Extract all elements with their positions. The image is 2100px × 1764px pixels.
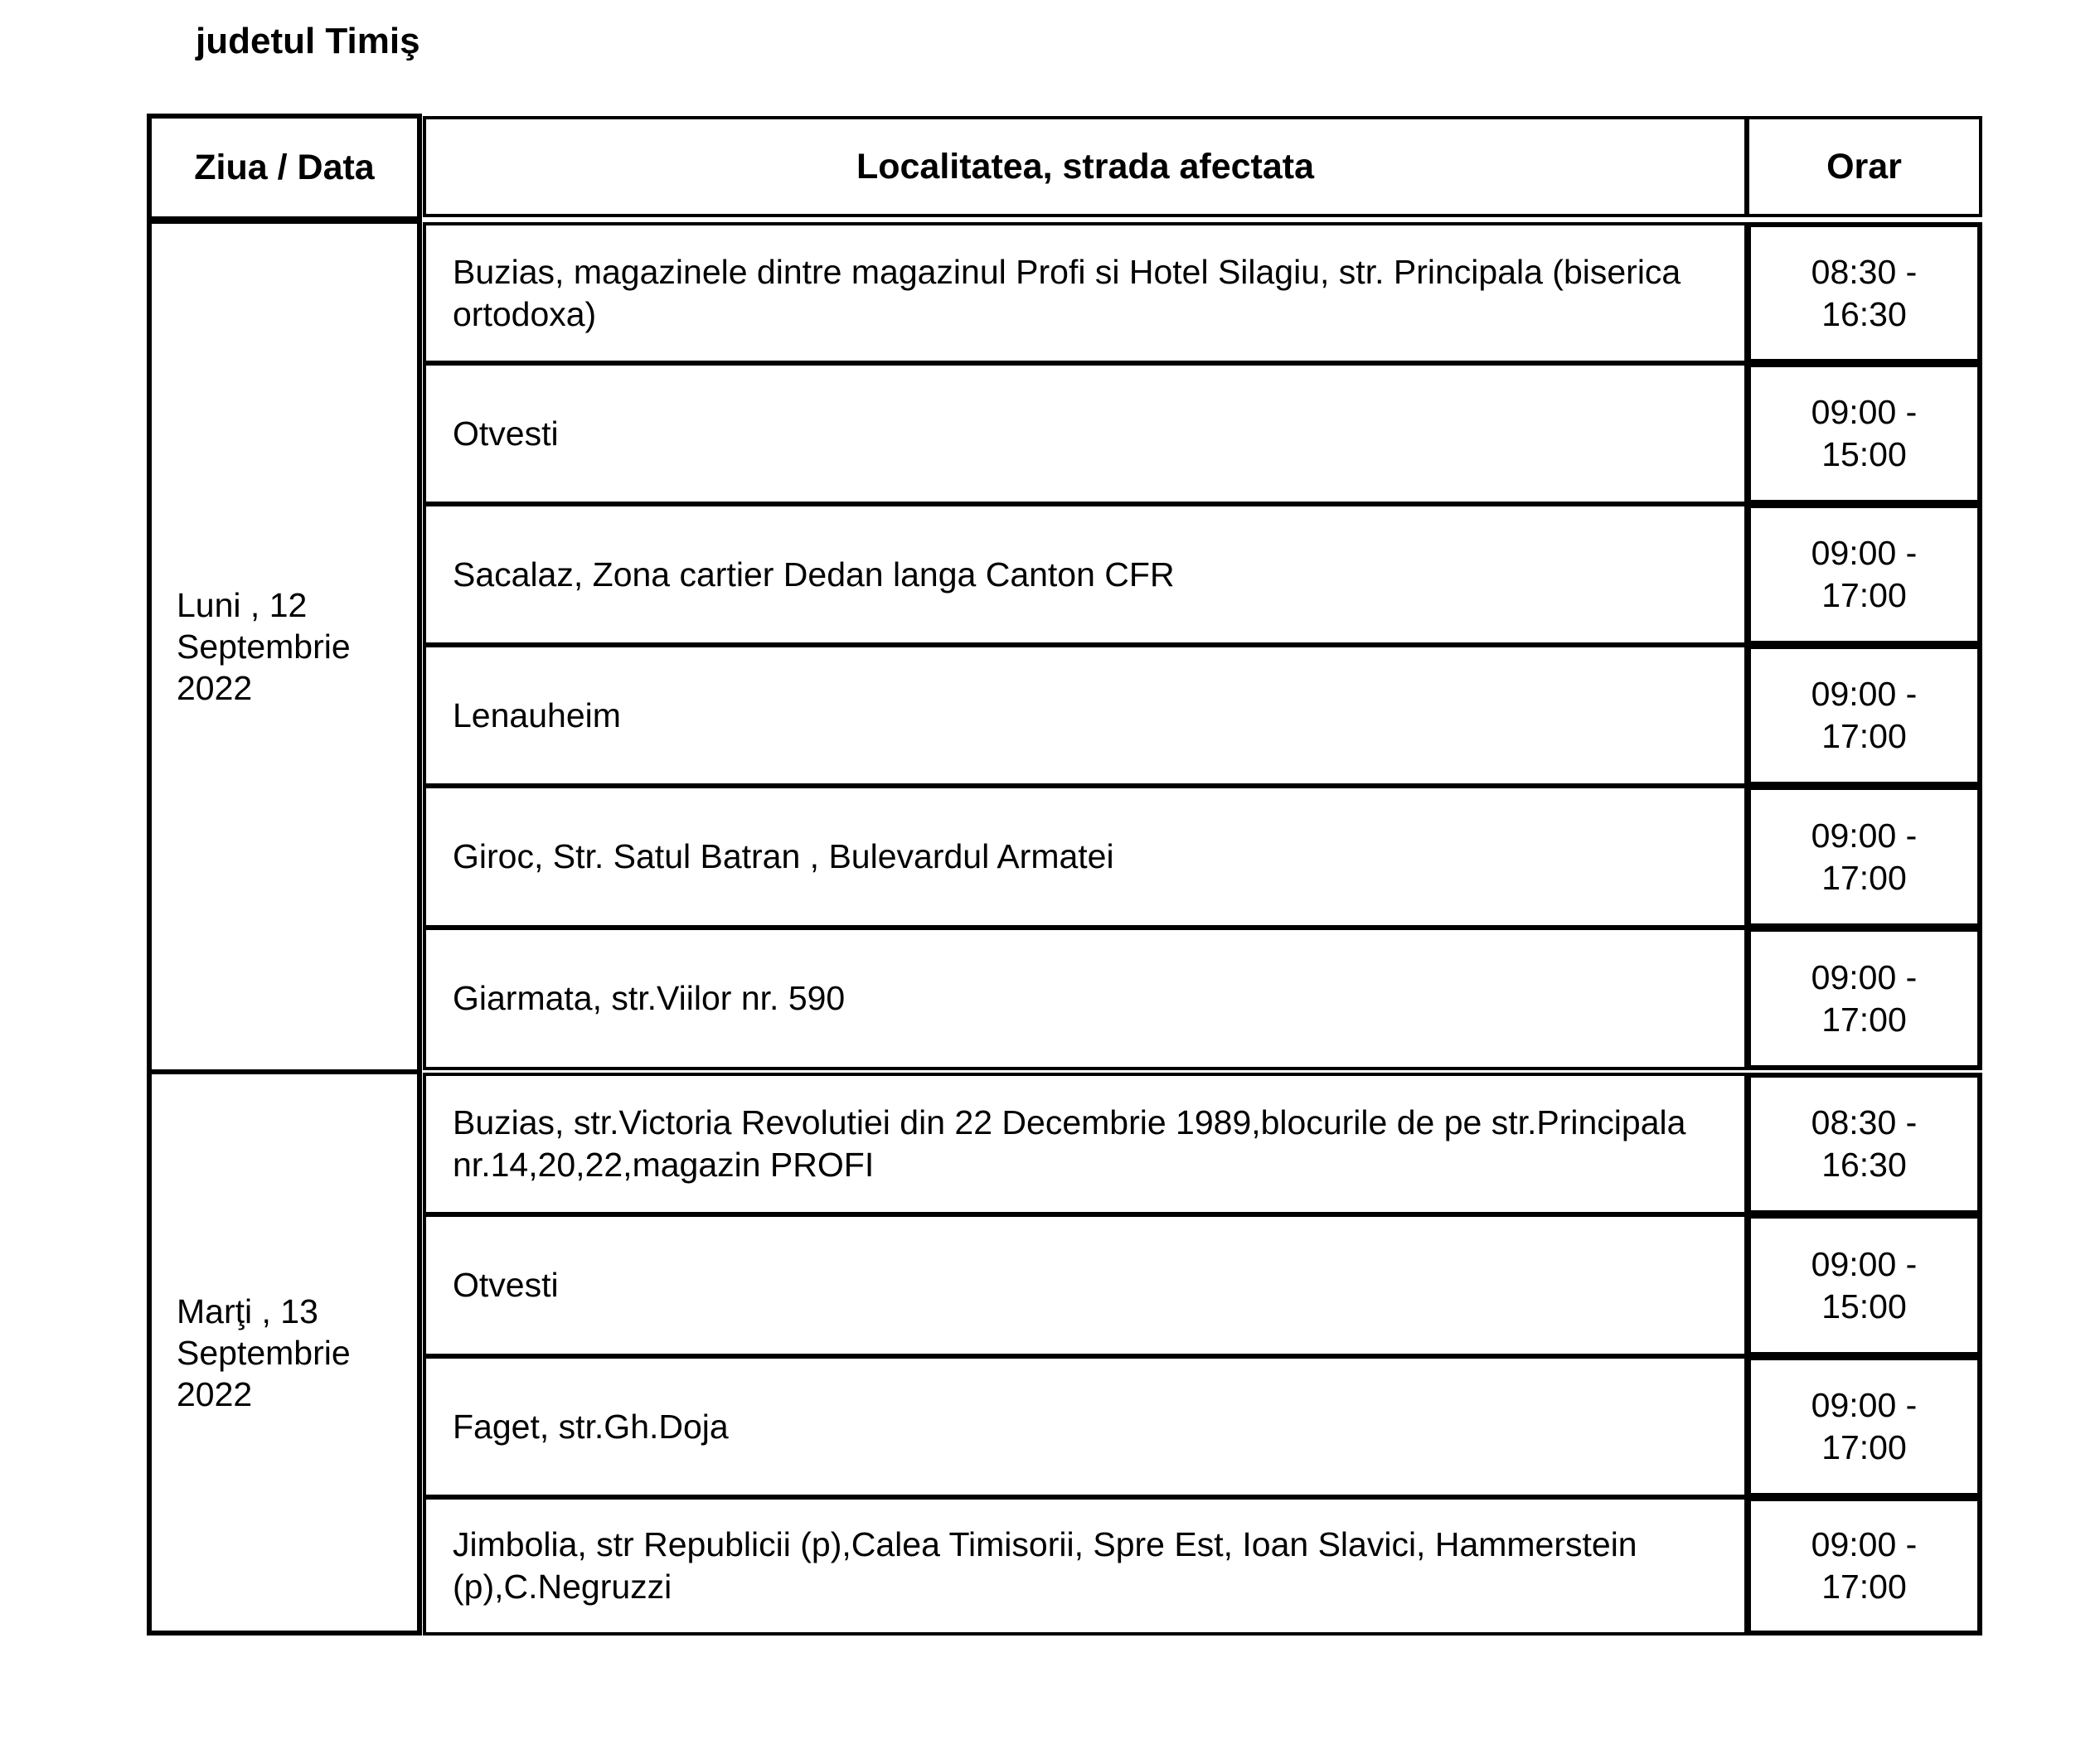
schedule-cell: 09:00 - 17:00 <box>1746 503 1982 646</box>
location-cell: Faget, str.Gh.Doja <box>423 1355 1748 1498</box>
location-cell: Otvesti <box>423 1214 1748 1357</box>
schedule-cell: 09:00 - 17:00 <box>1746 644 1982 787</box>
schedule-cell: 09:00 - 17:00 <box>1746 1496 1982 1636</box>
schedule-cell: 08:30 - 16:30 <box>1746 222 1982 364</box>
location-cell: Sacalaz, Zona cartier Dedan langa Canton CFR <box>423 503 1748 646</box>
region-title: judetul Timiş <box>196 21 420 61</box>
header-schedule: Orar <box>1746 116 1982 217</box>
schedule-cell: 09:00 - 17:00 <box>1746 927 1982 1070</box>
location-cell: Giroc, Str. Satul Batran , Bulevardul Armatei <box>423 785 1748 928</box>
location-cell: Buzias, str.Victoria Revolutiei din 22 Decembrie 1989,blocurile de pe str.Principala nr.14,20,22,magazin PROFI <box>423 1073 1748 1215</box>
day-cell: Marţi , 13 Septembrie 2022 <box>147 1069 422 1636</box>
location-cell: Buzias, magazinele dintre magazinul Profi si Hotel Silagiu, str. Principala (biserica ortodoxa) <box>423 222 1748 364</box>
schedule-cell: 09:00 - 15:00 <box>1746 362 1982 505</box>
location-cell: Otvesti <box>423 362 1748 505</box>
header-location: Localitatea, strada afectata <box>423 116 1748 217</box>
schedule-cell: 09:00 - 17:00 <box>1746 785 1982 928</box>
location-cell: Lenauheim <box>423 644 1748 787</box>
header-day: Ziua / Data <box>147 114 422 221</box>
location-cell: Giarmata, str.Viilor nr. 590 <box>423 927 1748 1070</box>
schedule-cell: 09:00 - 15:00 <box>1746 1214 1982 1357</box>
day-cell: Luni , 12 Septembrie 2022 <box>147 219 422 1074</box>
schedule-cell: 09:00 - 17:00 <box>1746 1355 1982 1498</box>
location-cell: Jimbolia, str Republicii (p),Calea Timisorii, Spre Est, Ioan Slavici, Hammerstein (p),C.Negruzzi <box>423 1496 1748 1636</box>
schedule-cell: 08:30 - 16:30 <box>1746 1073 1982 1215</box>
